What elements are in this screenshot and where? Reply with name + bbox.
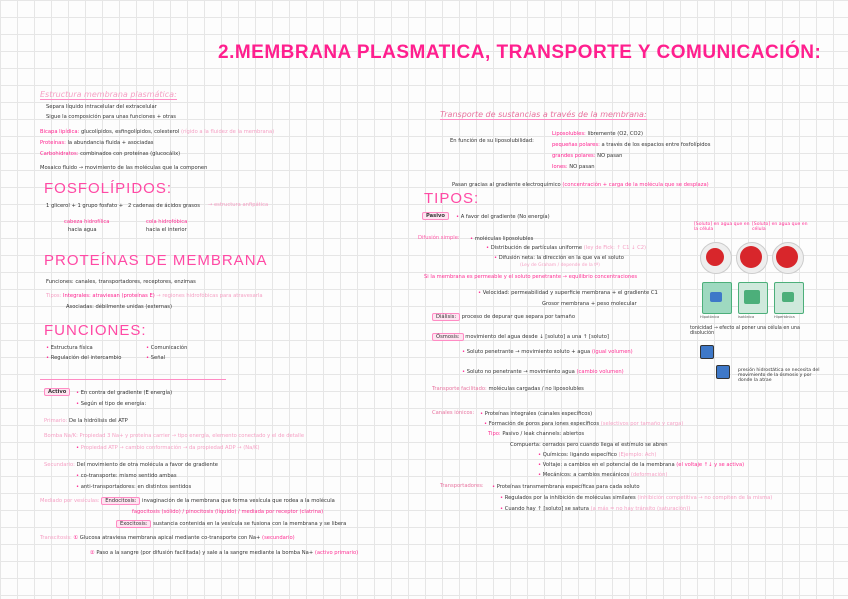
exocitosis-line: Exocitosis: sustancia contenida en la vesícula se fusiona con la membrana y se libera: [116, 521, 346, 527]
proteinas-line: Proteínas: la abundancia fluida + asociadas: [40, 140, 154, 146]
quimicos-line: • Químicos: ligando específico (Ejemplo: Ach): [538, 452, 656, 458]
facilitada-line: Transporte facilitado: moléculas cargadas / no liposolubles: [432, 386, 584, 392]
funcion-item-2: • Regulación del intercambio: [46, 355, 121, 361]
difusion-item-1: • moléculas liposolubles: [470, 236, 533, 242]
fosfo-sub-1b: hacia agua: [68, 227, 97, 233]
endocitosis-line-2: fagocitosis (sólido) / pinocitosis (líquido) / mediada por receptor (clatrina): [132, 509, 324, 515]
canales-item-1: • Proteínas integrales (canales específicos): [480, 411, 592, 417]
estructura-heading: Estructura membrana plasmática:: [40, 90, 177, 99]
difusion-label: Difusión simple:: [418, 235, 460, 241]
mosaico-line: Mosaico fluido → movimiento de las moléculas que la componen: [40, 165, 208, 171]
funcion-item-3: • Comunicación: [146, 345, 187, 351]
activo-line-2: • Según el tipo de energía:: [76, 401, 146, 407]
liposolubilidad-label: En función de su liposolubilidad:: [450, 138, 534, 144]
iones-line: Iones: NO pasan: [552, 164, 595, 170]
tipos-heading: TIPOS:: [424, 190, 480, 207]
bicapa-line: Bicapa lipídica: glucolípidos, esfingolípidos, colesterol (rígido a la fluidez de la membrana): [40, 129, 275, 135]
transcitosis-line: Transcitosis: ① Glucosa atraviesa membrana apical mediante co-transporte con Na+ (secundario): [40, 535, 295, 541]
osmosis-item-1: • Soluto penetrante → movimiento soluto + agua (igual volumen): [462, 349, 633, 355]
tipo-line: Tipo: Pasivo / leak channels: abiertos: [488, 431, 585, 437]
fosfolipidos-heading: FOSFOLÍPIDOS:: [44, 180, 173, 197]
beaker-icon: [700, 345, 714, 359]
osmosis-line: Ósmosis: movimiento del agua desde ↓ [soluto] a una ↑ [soluto]: [432, 334, 609, 340]
difusion-small-2: (Ley de Graham / depende de la tª): [520, 263, 600, 268]
bomba-line: Bomba Na/K: Propiedad 3 Na+ y proteína carrier → tipo energía, elemento conectado y el de detalle: [44, 433, 305, 439]
transportadores-label: Transportadores:: [440, 483, 484, 489]
presion-line: presión hidrostática se necesita del movimiento de la ósmosis y por donde la atrae: [738, 368, 820, 383]
funcion-item-4: • Señal: [146, 355, 165, 361]
vesiculas-line: Mediado por vesículas: Endocitosis: invaginación de la membrana que forma vesícula que rodea a la molécula: [40, 498, 335, 504]
fosfo-sub-2b: hacia el interior: [146, 227, 187, 233]
tonicidad-line: tonicidad → efecto al poner una célula en una disolución: [690, 326, 800, 336]
activo-line-1: • En contra del gradiente (E energía): [76, 390, 172, 396]
pasan-line: Pasan gracias al gradiente electroquímico (concentración + carga de la molécula que se desplaza): [452, 182, 709, 188]
activo-label: Activo: [44, 388, 70, 396]
voltaje-line: • Voltaje: a cambios en el potencial de la membrana (el voltaje ↑↓ y se activa): [538, 462, 744, 468]
bomba-line-2: • Propiedad ATP → cambio conformación → da propiedad ADP → (Na/K): [76, 445, 260, 451]
img-label-right: [Soluto] en agua que en célula: [752, 222, 808, 232]
proteinas-tipos: Tipos: Integrales: atraviesan (proteínas E) → regiones hidrofóbicas para atravesarla: [46, 293, 263, 299]
transp-item-3: • Cuando hay ↑ [soluto] se satura (a más = no hay tránsito (saturación)): [500, 506, 690, 512]
grandes-line: grandes polares: NO pasan: [552, 153, 623, 159]
secundario-line: Secundario: Del movimiento de otra molécula a favor de gradiente: [44, 462, 218, 468]
difusion-item-3: • Difusión neta: la dirección en la que va el soluto: [494, 255, 624, 261]
carbohidratos-line: Carbohidratos: combinados con proteínas (glucocálix): [40, 151, 181, 157]
canales-label: Canales iónicos:: [432, 410, 475, 416]
transp-item-2: • Regulados por la inhibición de moléculas similares (inhibición competitiva → no compiten de la misma): [500, 495, 772, 501]
secundario-item-1: • co-transporte: mismo sentido ambas: [76, 473, 177, 479]
caption-1: Hipotónica: [700, 315, 720, 319]
velocidad-line: • Velocidad: permeabilidad y superficie membrana + el gradiente C1: [478, 290, 658, 296]
primario-line: Primario: De la hidrólisis del ATP: [44, 418, 128, 424]
fosfo-sub-2a: cola hidrofóbica: [146, 219, 188, 225]
velocidad-line-2: Grosor membrana + peso molecular: [542, 301, 637, 307]
caption-3: Hipertónica: [774, 315, 795, 319]
proteinas-heading: PROTEÍNAS DE MEMBRANA: [44, 252, 268, 269]
dialisis-line: Diálisis: proceso de depurar que separa por tamaño: [432, 314, 575, 320]
pasivo-label: Pasivo: [422, 212, 449, 220]
beaker-icon-2: [716, 365, 730, 379]
permeable-line: Si la membrana es permeable y el soluto penetrante → equilibrio concentraciones: [424, 274, 638, 280]
estructura-line-2: Sigue la composición para unas funciones + otras: [46, 114, 176, 120]
liposolubles-line: Liposolubles: libremente (O2, CO2): [552, 131, 643, 137]
difusion-item-2: • Distribución de partículas uniforme (ley de Fick: ↑ C1 ↓ C2): [486, 245, 646, 251]
pasivo-text: • A favor del gradiente (No energía): [456, 214, 550, 220]
estructura-line-1: Separa líquido intracelular del extracelular: [46, 104, 157, 110]
divider: [40, 379, 226, 380]
compuerta-line: Compuerta: cerrados pero cuando llega el estímulo se abren: [510, 442, 668, 448]
transporte-heading: Transporte de sustancias a través de la membrana:: [440, 110, 647, 119]
polares-line: pequeñas polares: a través de los espacios entre fosfolípidos: [552, 142, 711, 148]
secundario-item-2: • anti-transportadores: en distintos sentidos: [76, 484, 191, 490]
transp-item-1: • Proteínas transmembrana específicas para cada soluto: [492, 484, 640, 490]
osmosis-figure: [696, 240, 806, 320]
canales-item-2: • Formación de poros para iones específicos (selectivos por tamaño y carga): [484, 421, 683, 427]
page-title: 2.MEMBRANA PLASMATICA, TRANSPORTE Y COMUNICACIÓN:: [218, 42, 822, 63]
fosfo-sub-1a: cabeza hidrofílica: [64, 219, 110, 225]
funcion-item-1: • Estructura física: [46, 345, 93, 351]
fosfo-part-1: 1 glicerol + 1 grupo fosfato +: [46, 203, 124, 209]
caption-2: Isotónica: [738, 315, 755, 319]
fosfo-side: → estructura anfipática: [208, 202, 269, 208]
osmosis-item-2: • Soluto no penetrante → movimiento agua (cambio volumen): [462, 369, 624, 375]
fosfo-part-2: 2 cadenas de ácidos grasos: [128, 203, 200, 209]
proteinas-asociadas: Asociadas: débilmente unidas (externas): [66, 304, 173, 310]
proteinas-funciones: Funciones: canales, transportadores, receptores, enzimas: [46, 279, 196, 285]
mecanicos-line: • Mecánicos: a cambios mecánicos (deformación): [538, 472, 667, 478]
img-label-left: [Soluto] en agua que en la célula: [694, 222, 750, 232]
paso-line: ② Paso a la sangre (por difusión facilitada) y sale a la sangre mediante la bomba Na+ (activo primario): [90, 550, 359, 556]
funciones-heading: FUNCIONES:: [44, 322, 147, 339]
